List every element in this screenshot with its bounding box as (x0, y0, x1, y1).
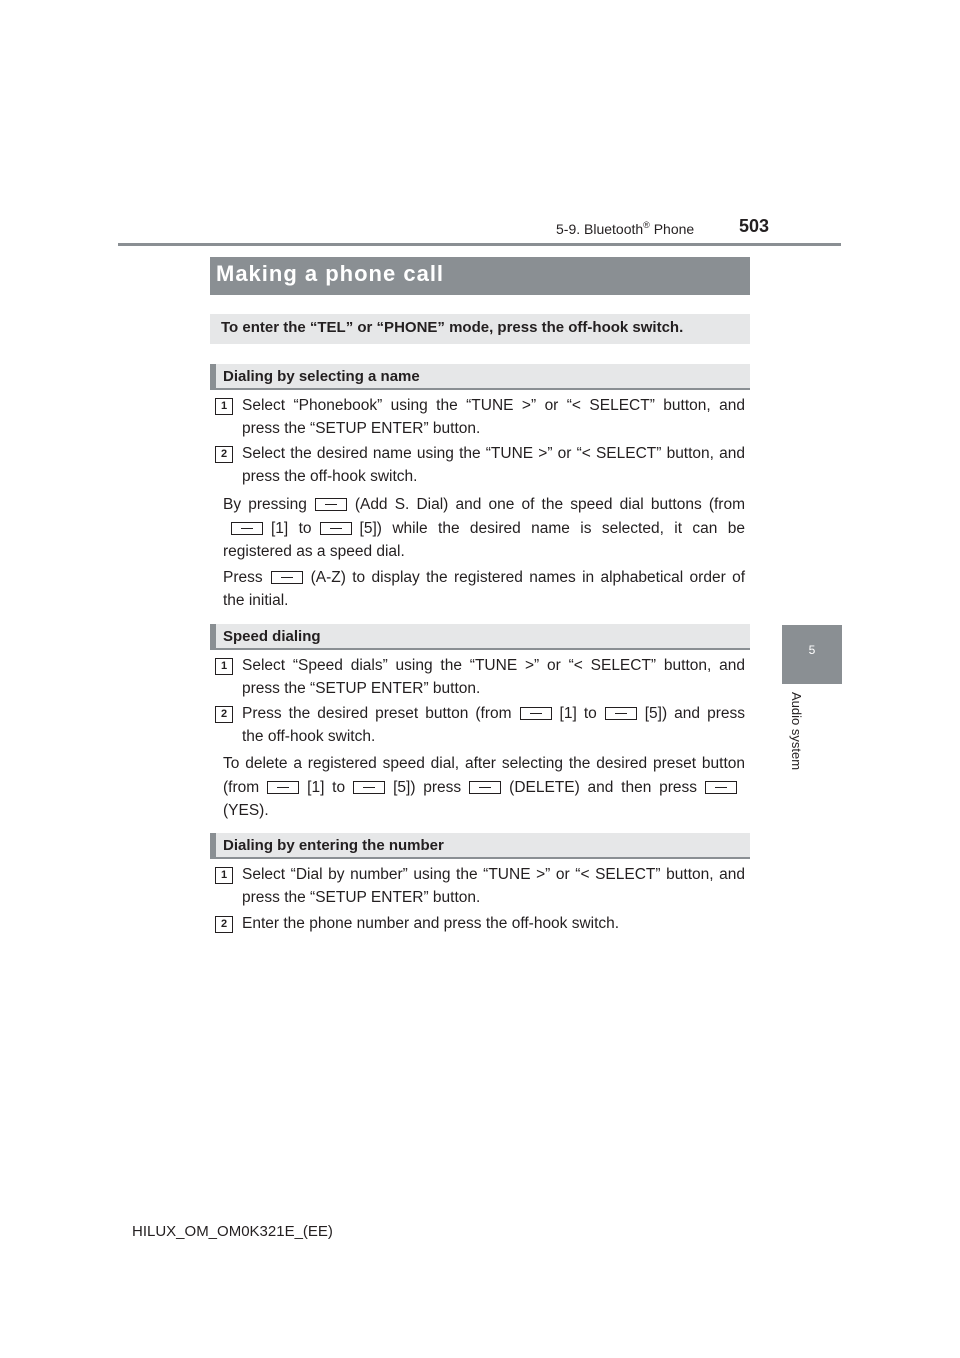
subheading-text: Speed dialing (223, 628, 321, 645)
step-number: 1 (215, 398, 233, 415)
step-number: 1 (215, 658, 233, 675)
screen-button-icon (231, 522, 263, 535)
chapter-tab (782, 625, 842, 684)
screen-button-icon (267, 781, 299, 794)
step-text: Press the desired preset button (from [1] to [5]) and press the off-hook switch. (242, 705, 745, 745)
step-text: Select “Speed dials” using the “TUNE >” or “< SELECT” button, and press the “SETUP ENTER” button. (242, 657, 745, 697)
header-rule (118, 243, 841, 246)
document-code: HILUX_OM_OM0K321E_(EE) (132, 1223, 333, 1240)
subheading-dial-by-number (210, 833, 750, 859)
step-text: Select the desired name using the “TUNE >” or “< SELECT” button, and press the off-hook switch. (242, 445, 745, 485)
note-add-speed-dial: By pressing (Add S. Dial) and one of the speed dial buttons (from[1] to [5]) while the desired name is selected, it can be registered as a speed dial. (223, 496, 746, 560)
step-text: Enter the phone number and press the off-hook switch. (242, 915, 620, 932)
intro-text: To enter the “TEL” or “PHONE” mode, press the off-hook switch. (221, 319, 684, 336)
step-number: 1 (215, 867, 233, 884)
section-title: 5-9. Bluetooth® Phone (556, 220, 695, 237)
page-number: 503 (739, 216, 770, 236)
page-title-bar (210, 257, 750, 295)
subheading-dial-by-name (210, 364, 750, 390)
screen-button-icon (353, 781, 385, 794)
note-alphabetical: Press (A-Z) to display the registered names in alphabetical order of the initial. (223, 569, 745, 609)
step-number: 2 (215, 916, 233, 933)
subheading-speed-dialing (210, 624, 750, 650)
chapter-number: 5 (808, 643, 816, 657)
screen-button-icon (469, 781, 501, 794)
note-delete-speed-dial: To delete a registered speed dial, after selecting the desired preset button (from [1] to [5]) press (DELETE) and then press(YES). (223, 755, 745, 819)
intro-box (210, 314, 750, 344)
step-number: 2 (215, 706, 233, 723)
screen-button-icon (271, 571, 303, 584)
step-text: Select “Phonebook” using the “TUNE >” or “< SELECT” button, and press the “SETUP ENTER” button. (242, 397, 745, 437)
subheading-text: Dialing by selecting a name (223, 368, 420, 385)
screen-button-icon (520, 707, 552, 720)
screen-button-icon (605, 707, 637, 720)
subheading-text: Dialing by entering the number (223, 837, 444, 854)
screen-button-icon (320, 522, 352, 535)
step-number: 2 (215, 446, 233, 463)
screen-button-icon (705, 781, 737, 794)
chapter-label: Audio system (789, 692, 804, 771)
screen-button-icon (315, 498, 347, 511)
step-text: Select “Dial by number” using the “TUNE >” or “< SELECT” button, and press the “SETUP ENTER” button. (242, 866, 745, 906)
page-title: Making a phone call (216, 261, 445, 286)
